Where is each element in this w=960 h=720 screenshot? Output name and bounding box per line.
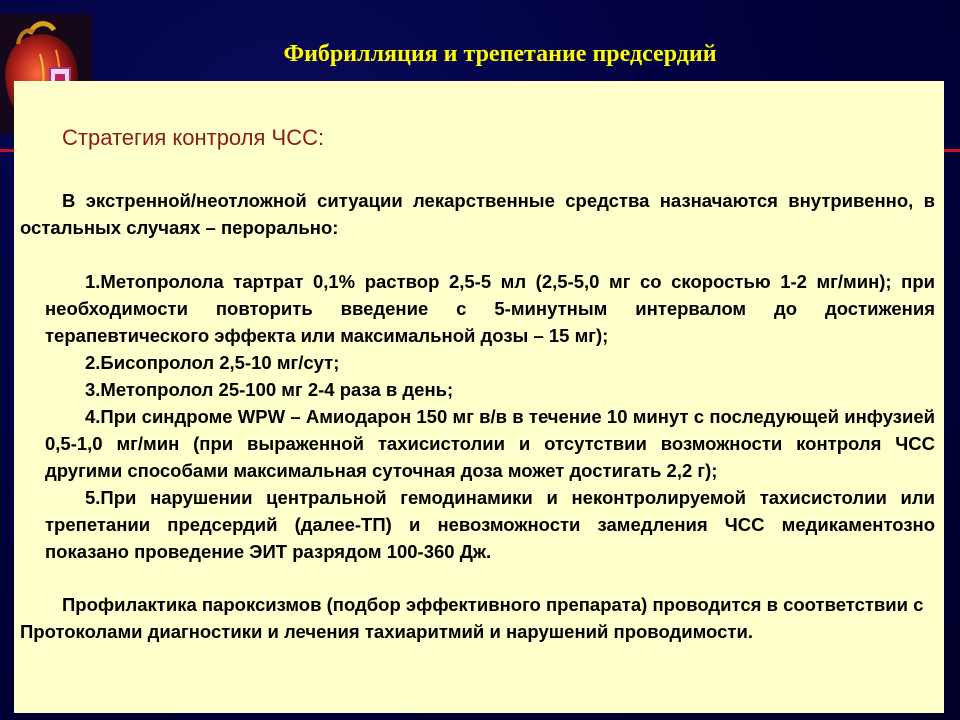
slide-title: Фибрилляция и трепетание предсердий (283, 41, 717, 67)
list-item: 2.Бисопролол 2,5-10 мг/сут; (85, 352, 340, 373)
section-subtitle: Стратегия контроля ЧСС: (62, 125, 325, 150)
intro-paragraph: В экстренной/неотложной ситуации лекарственные средства назначаются внутривенно, в остальных случаях – перорально: (20, 190, 935, 238)
list-item: 3.Метопролол 25-100 мг 2-4 раза в день; (85, 379, 454, 400)
list-item: 4.При синдроме WPW – Амиодарон 150 мг в/в в течение 10 минут с последующей инфузией 0,5-1,0 мг/мин (при выраженной тахисистолии и отсутствии возможности контроля ЧСС другими способами максимальная суточная доза может достигать 2,2 г); (45, 406, 935, 481)
content-panel (14, 81, 944, 713)
body-text (20, 187, 935, 645)
outro-paragraph: Профилактика пароксизмов (подбор эффективного препарата) проводится в соответствии с Протоколами диагностики и лечения тахиаритмий и нарушений проводимости. (20, 594, 924, 642)
list-item: 1.Метопролола тартрат 0,1% раствор 2,5-5 мл (2,5-5,0 мг со скоростью 1-2 мг/мин); при необходимости повторить введение с 5-минутным интервалом до достижения терапевтического эффекта или максимальной дозы – 15 мг); (45, 271, 935, 346)
list-item: 5.При нарушении центральной гемодинамики и неконтролируемой тахисистолии или трепетании предсердий (далее-ТП) и невозможности замедления ЧСС медикаментозно показано проведение ЭИТ разрядом 100-360 Дж. (45, 487, 935, 562)
